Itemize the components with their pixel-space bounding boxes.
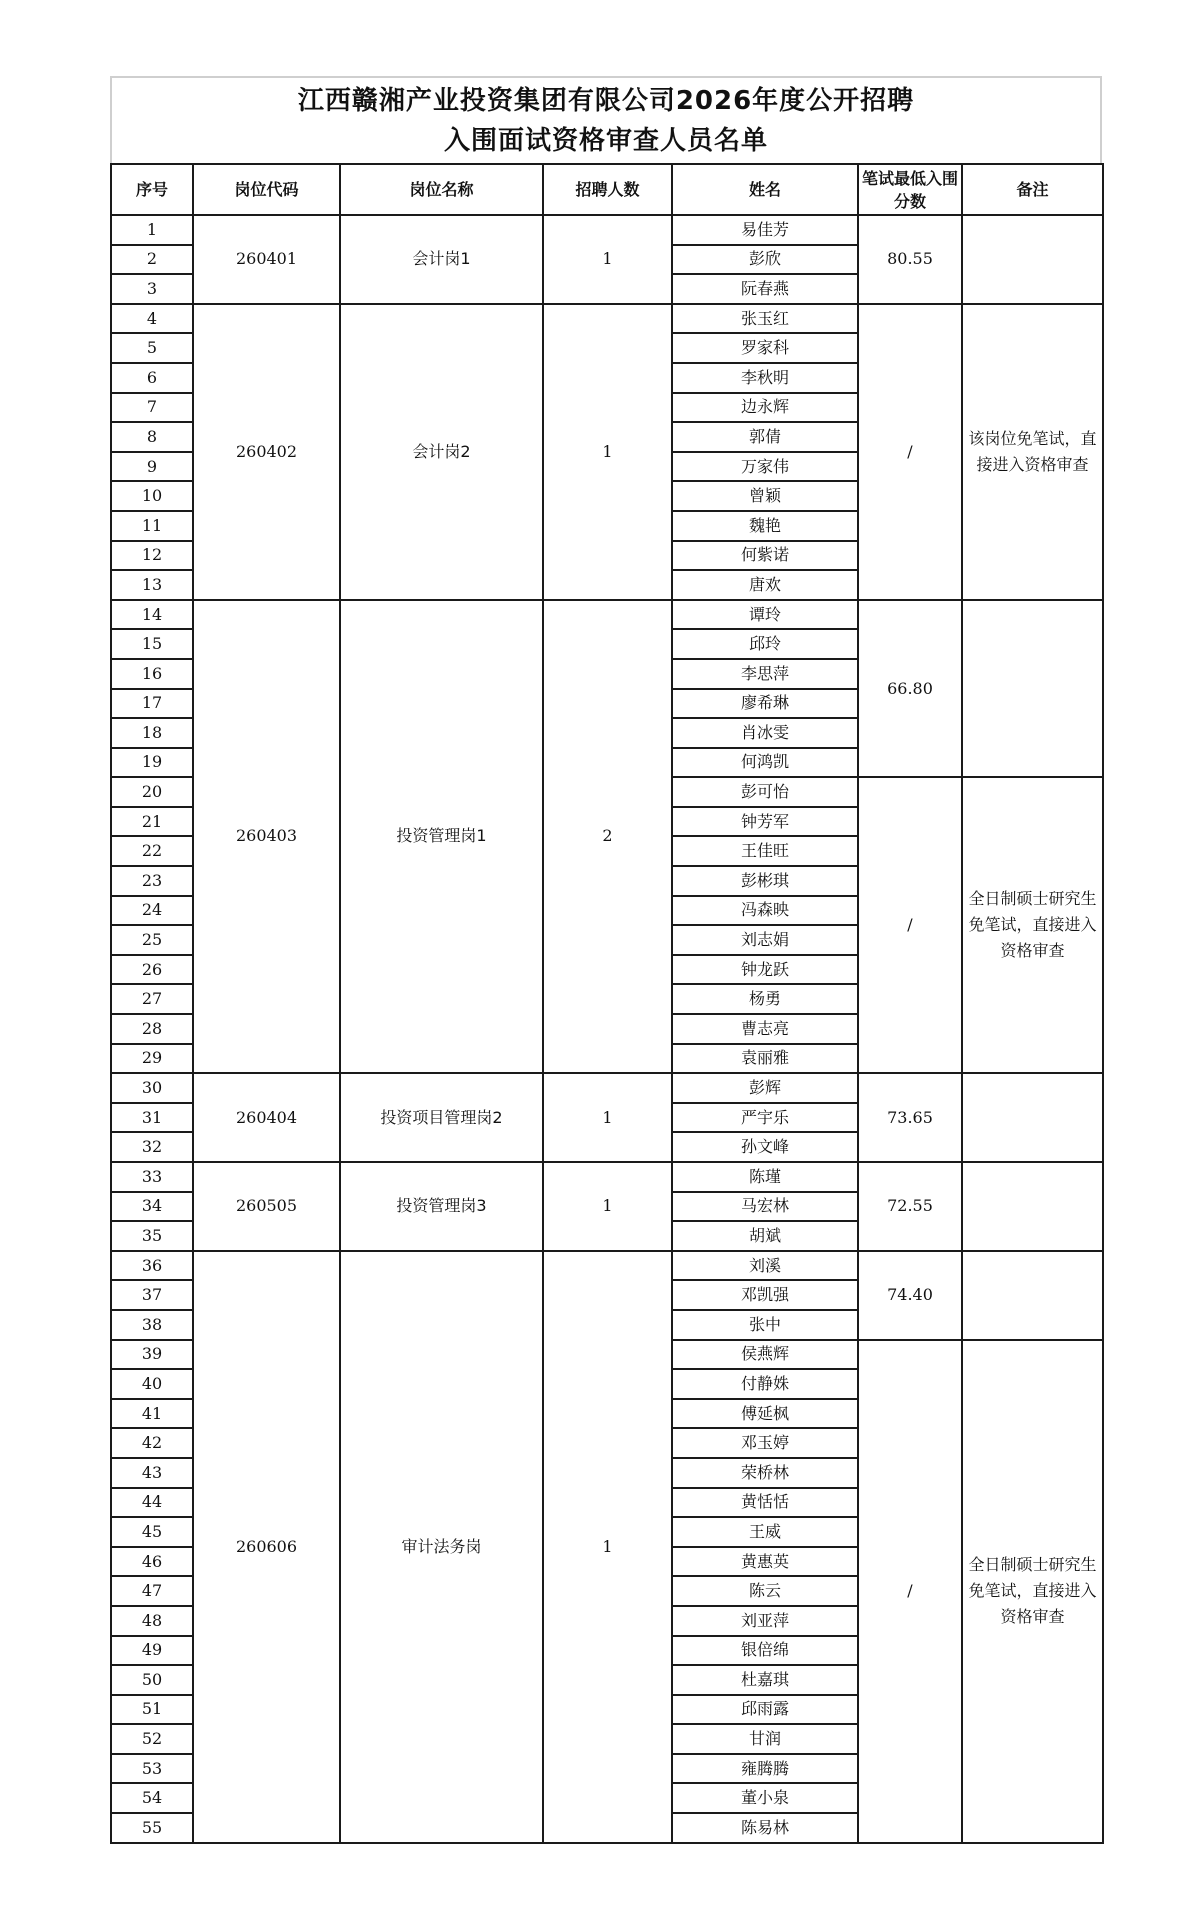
- candidate-name-cell: 彭辉: [672, 1073, 858, 1103]
- hiring-count-cell: 1: [543, 215, 672, 304]
- table-row: [111, 1251, 1103, 1281]
- candidate-name-cell: 冯森映: [672, 896, 858, 926]
- row-seq-number: 34: [111, 1192, 193, 1222]
- candidate-name-cell: 张中: [672, 1310, 858, 1340]
- row-seq-number: 31: [111, 1103, 193, 1133]
- candidate-name-cell: 邱雨露: [672, 1695, 858, 1725]
- candidate-name-cell: 廖希琳: [672, 689, 858, 719]
- note-cell: [962, 1073, 1103, 1162]
- candidate-name-cell: 易佳芳: [672, 215, 858, 245]
- row-seq-number: 55: [111, 1813, 193, 1843]
- post-code-cell: 260404: [193, 1073, 340, 1162]
- candidate-name-cell: 万家伟: [672, 452, 858, 482]
- candidate-name-cell: 雍腾腾: [672, 1754, 858, 1784]
- hiring-count-cell: 1: [543, 1251, 672, 1843]
- candidate-name-cell: 陈云: [672, 1576, 858, 1606]
- table-header-row: [111, 164, 1103, 215]
- hiring-count-cell: 1: [543, 304, 672, 600]
- row-seq-number: 30: [111, 1073, 193, 1103]
- row-seq-number: 43: [111, 1458, 193, 1488]
- row-seq-number: 18: [111, 718, 193, 748]
- document-title-line1: 江西赣湘产业投资集团有限公司2026年度公开招聘: [297, 86, 915, 116]
- candidate-name-cell: 李秋明: [672, 363, 858, 393]
- row-seq-number: 10: [111, 481, 193, 511]
- row-seq-number: 14: [111, 600, 193, 630]
- post-code-cell: 260401: [193, 215, 340, 304]
- table-row: [111, 600, 1103, 630]
- header-note: 备注: [962, 164, 1103, 215]
- header-name: 姓名: [672, 164, 858, 215]
- title-block: [110, 76, 1102, 163]
- candidate-name-cell: 傅延枫: [672, 1399, 858, 1429]
- row-seq-number: 39: [111, 1340, 193, 1370]
- post-name-cell: 会计岗2: [340, 304, 543, 600]
- candidate-name-cell: 邓玉婷: [672, 1428, 858, 1458]
- hiring-count-cell: 2: [543, 600, 672, 1074]
- row-seq-number: 44: [111, 1488, 193, 1518]
- row-seq-number: 46: [111, 1547, 193, 1577]
- post-code-cell: 260402: [193, 304, 340, 600]
- row-seq-number: 33: [111, 1162, 193, 1192]
- candidate-name-cell: 何紫诺: [672, 541, 858, 571]
- candidate-name-cell: 肖冰雯: [672, 718, 858, 748]
- candidate-name-cell: 黄惠英: [672, 1547, 858, 1577]
- note-cell: 该岗位免笔试，直接进入资格审查: [962, 304, 1103, 600]
- candidate-name-cell: 马宏林: [672, 1192, 858, 1222]
- candidate-name-cell: 邱玲: [672, 629, 858, 659]
- candidate-name-cell: 魏艳: [672, 511, 858, 541]
- candidate-name-cell: 彭欣: [672, 245, 858, 275]
- row-seq-number: 45: [111, 1517, 193, 1547]
- candidate-name-cell: 刘志娟: [672, 925, 858, 955]
- post-name-cell: 审计法务岗: [340, 1251, 543, 1843]
- candidate-name-cell: 彭可怡: [672, 777, 858, 807]
- candidate-name-cell: 唐欢: [672, 570, 858, 600]
- candidate-name-cell: 陈易林: [672, 1813, 858, 1843]
- candidate-name-cell: 钟芳军: [672, 807, 858, 837]
- header-min-score: 笔试最低入围分数: [858, 164, 962, 215]
- candidate-name-cell: 杜嘉琪: [672, 1665, 858, 1695]
- row-seq-number: 12: [111, 541, 193, 571]
- row-seq-number: 37: [111, 1280, 193, 1310]
- candidate-name-cell: 黄恬恬: [672, 1488, 858, 1518]
- row-seq-number: 47: [111, 1576, 193, 1606]
- row-seq-number: 48: [111, 1606, 193, 1636]
- document-title-line2: 入围面试资格审查人员名单: [443, 126, 768, 156]
- candidate-name-cell: 侯燕辉: [672, 1340, 858, 1370]
- table-row: [111, 304, 1103, 334]
- candidate-name-cell: 彭彬琪: [672, 866, 858, 896]
- row-seq-number: 28: [111, 1014, 193, 1044]
- note-cell: 全日制硕士研究生免笔试，直接进入资格审查: [962, 1340, 1103, 1843]
- row-seq-number: 52: [111, 1724, 193, 1754]
- candidate-name-cell: 付静姝: [672, 1369, 858, 1399]
- candidate-name-cell: 王佳旺: [672, 836, 858, 866]
- min-score-cell: /: [858, 777, 962, 1073]
- row-seq-number: 17: [111, 689, 193, 719]
- post-code-cell: 260505: [193, 1162, 340, 1251]
- min-score-cell: 73.65: [858, 1073, 962, 1162]
- row-seq-number: 22: [111, 836, 193, 866]
- candidate-name-cell: 孙文峰: [672, 1132, 858, 1162]
- post-name-cell: 会计岗1: [340, 215, 543, 304]
- note-cell: [962, 1251, 1103, 1340]
- candidate-name-cell: 曾颖: [672, 481, 858, 511]
- candidate-name-cell: 严宇乐: [672, 1103, 858, 1133]
- note-cell: [962, 600, 1103, 778]
- row-seq-number: 4: [111, 304, 193, 334]
- row-seq-number: 5: [111, 333, 193, 363]
- table-row: [111, 1162, 1103, 1192]
- min-score-cell: 66.80: [858, 600, 962, 778]
- row-seq-number: 25: [111, 925, 193, 955]
- hiring-count-cell: 1: [543, 1073, 672, 1162]
- candidate-name-cell: 罗家科: [672, 333, 858, 363]
- candidate-name-cell: 银倍绵: [672, 1636, 858, 1666]
- row-seq-number: 15: [111, 629, 193, 659]
- note-cell: 全日制硕士研究生免笔试，直接进入资格审查: [962, 777, 1103, 1073]
- candidate-name-cell: 刘溪: [672, 1251, 858, 1281]
- candidate-name-cell: 边永辉: [672, 393, 858, 423]
- row-seq-number: 54: [111, 1783, 193, 1813]
- candidate-name-cell: 钟龙跃: [672, 955, 858, 985]
- row-seq-number: 50: [111, 1665, 193, 1695]
- candidate-name-cell: 曹志亮: [672, 1014, 858, 1044]
- min-score-cell: /: [858, 304, 962, 600]
- row-seq-number: 16: [111, 659, 193, 689]
- min-score-cell: 80.55: [858, 215, 962, 304]
- header-post-name: 岗位名称: [340, 164, 543, 215]
- row-seq-number: 49: [111, 1636, 193, 1666]
- candidate-name-cell: 甘润: [672, 1724, 858, 1754]
- row-seq-number: 3: [111, 274, 193, 304]
- row-seq-number: 7: [111, 393, 193, 423]
- post-name-cell: 投资管理岗3: [340, 1162, 543, 1251]
- row-seq-number: 40: [111, 1369, 193, 1399]
- row-seq-number: 26: [111, 955, 193, 985]
- min-score-cell: 72.55: [858, 1162, 962, 1251]
- candidate-name-cell: 杨勇: [672, 984, 858, 1014]
- candidate-name-cell: 董小泉: [672, 1783, 858, 1813]
- candidate-name-cell: 张玉红: [672, 304, 858, 334]
- row-seq-number: 8: [111, 422, 193, 452]
- row-seq-number: 23: [111, 866, 193, 896]
- min-score-cell: 74.40: [858, 1251, 962, 1340]
- table-row: [111, 1073, 1103, 1103]
- header-post-code: 岗位代码: [193, 164, 340, 215]
- document-sheet: [110, 76, 1102, 1844]
- row-seq-number: 27: [111, 984, 193, 1014]
- row-seq-number: 21: [111, 807, 193, 837]
- post-name-cell: 投资项目管理岗2: [340, 1073, 543, 1162]
- note-cell: [962, 1162, 1103, 1251]
- header-seq: 序号: [111, 164, 193, 215]
- row-seq-number: 42: [111, 1428, 193, 1458]
- row-seq-number: 36: [111, 1251, 193, 1281]
- header-hiring-count: 招聘人数: [543, 164, 672, 215]
- row-seq-number: 13: [111, 570, 193, 600]
- table-body: [111, 215, 1103, 1843]
- row-seq-number: 41: [111, 1399, 193, 1429]
- row-seq-number: 32: [111, 1132, 193, 1162]
- row-seq-number: 9: [111, 452, 193, 482]
- candidate-name-cell: 陈瑾: [672, 1162, 858, 1192]
- row-seq-number: 35: [111, 1221, 193, 1251]
- candidate-table: [110, 163, 1104, 1844]
- post-code-cell: 260606: [193, 1251, 340, 1843]
- candidate-name-cell: 荣桥林: [672, 1458, 858, 1488]
- candidate-name-cell: 王威: [672, 1517, 858, 1547]
- candidate-name-cell: 何鸿凯: [672, 748, 858, 778]
- row-seq-number: 53: [111, 1754, 193, 1784]
- row-seq-number: 1: [111, 215, 193, 245]
- post-name-cell: 投资管理岗1: [340, 600, 543, 1074]
- hiring-count-cell: 1: [543, 1162, 672, 1251]
- row-seq-number: 38: [111, 1310, 193, 1340]
- row-seq-number: 29: [111, 1044, 193, 1074]
- candidate-name-cell: 胡斌: [672, 1221, 858, 1251]
- row-seq-number: 2: [111, 245, 193, 275]
- row-seq-number: 51: [111, 1695, 193, 1725]
- candidate-name-cell: 阮春燕: [672, 274, 858, 304]
- note-cell: [962, 215, 1103, 304]
- candidate-name-cell: 郭倩: [672, 422, 858, 452]
- row-seq-number: 24: [111, 896, 193, 926]
- candidate-name-cell: 袁丽雅: [672, 1044, 858, 1074]
- candidate-name-cell: 谭玲: [672, 600, 858, 630]
- row-seq-number: 19: [111, 748, 193, 778]
- candidate-name-cell: 刘亚萍: [672, 1606, 858, 1636]
- row-seq-number: 20: [111, 777, 193, 807]
- candidate-name-cell: 邓凯强: [672, 1280, 858, 1310]
- row-seq-number: 6: [111, 363, 193, 393]
- table-row: [111, 215, 1103, 245]
- min-score-cell: /: [858, 1340, 962, 1843]
- post-code-cell: 260403: [193, 600, 340, 1074]
- row-seq-number: 11: [111, 511, 193, 541]
- candidate-name-cell: 李思萍: [672, 659, 858, 689]
